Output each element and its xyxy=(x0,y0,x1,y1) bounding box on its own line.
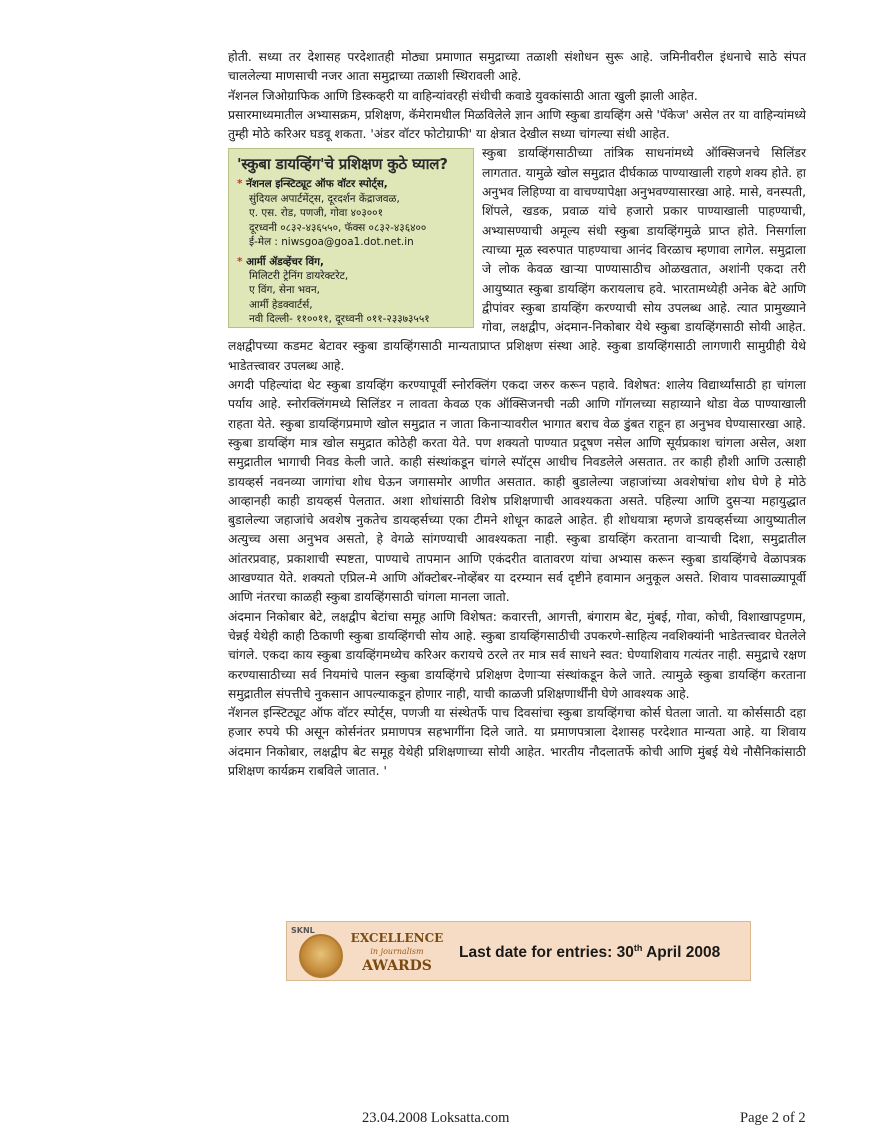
excellence-awards-logo xyxy=(347,932,447,973)
article-paragraph: अंदमान निकोबार बेटे, लक्षद्वीप बेटांचा समूह आणि विशेषत: कवारत्ती, आगत्ती, बंगाराम बेट, मुंबई, गोवा, कोची, विशाखापट्टणम, चेन्नई येथेही काही ठिकाणी स्कुबा डायव्हिंगची सोय आहे. स्कुबा डायव्हिंगसाठीची उपकरणे-साहित्य नवशिक्यांनी भाडेतत्त्वावर घेतलेले चांगले. एकदा काय स्कुबा डायव्हिंगमध्येच करिअर करायचे ठरले तर मात्र सर्व साधने स्वत: घेण्याशिवाय गत्यंतर नाही. समुद्राचे रक्षण करण्यासाठीच्या सर्व नियमांचे पालन स्कुबा डायव्हिंगचे प्रशिक्षण देणाऱ्या संस्थांकडून केले जाते. त्यामुळे स्कुबा डायव्हिंग करताना समुद्रातील संपत्तीचे नुकसान आपल्याकडून होणार नाही, याची काळजी प्रशिक्षणार्थींनी घेणे आवश्यक आहे. xyxy=(228,609,806,701)
org-address-line: सुंदियल अपार्टमेंट्स, दूरदर्शन केंद्राजवळ, xyxy=(249,192,400,205)
logo-line: in journalism xyxy=(370,947,424,956)
article-paragraph: होती. सध्या तर देशासह परदेशातही मोठ्या प्रमाणात समुद्राच्या तळाशी संशोधन सुरू आहे. जमिनीवरील इंधनाचे साठे संपत चाललेल्या माणसाची नजर आता समुद्राच्या तळाशी स्थिरावली आहे. xyxy=(228,50,806,84)
entries-sup: th xyxy=(633,943,643,953)
box-title: 'स्कुबा डायव्हिंग'चे प्रशिक्षण कुठे घ्याल? xyxy=(237,155,448,174)
org-address-line: मिलिटरी ट्रेनिंग डायरेक्टरेट, xyxy=(249,269,349,282)
logo-line: EXCELLENCE xyxy=(350,931,444,945)
article-paragraph: अगदी पहिल्यांदा थेट स्कुबा डायव्हिंग करण्यापूर्वी स्नोरक्लिंग एकदा जरुर करून पहावे. विशेषत: शालेय विद्यार्थ्यांसाठी हा चांगला पर्याय आहे. स्नोरक्लिंगमध्ये सिलिंडर न लावता केवळ एक ऑक्सिजनची नळी आणि गॉगलच्या सहाय्याने थोडा वेळ पाण्याखाली राहता येते. स्कुबा डायव्हिंगप्रमाणे खोल समुद्रात न जाता किनाऱ्यावरील भागात बराच वेळ डुंबत राहून हा अनुभव घेण्यासारखा आहे. स्कुबा डायव्हिंग मात्र खोल समुद्रात कोठेही करता येते. पण शक्यतो पाण्यात प्रदूषण नसेल आणि सूर्यप्रकाश चांगला असेल, अशा समुद्रातील भागाची निवड केली जाते. काही संस्थांकडून चांगले स्पॉट्स आधीच निवडलेले असतात. तर काही हौशी आणि उत्साही डायव्हर्स नवनव्या जागांचा शोध घेऊन जगासमोर आणीत असतात. काही बुडालेल्या जहाजांच्या अवशेषांचा शोध घेणे हे मोठे आव्हानही काही डायव्हर्स पेलतात. अशा शोधांसाठी विशेष प्रशिक्षणाची आवश्यकता असते. पहिल्या आणि दुसऱ्या महायुद्धात बुडालेल्या जहाजांचे अवशेष नुकतेच डायव्हर्सच्या एका टीमने शोधून काढले आहेत. ही शोधयात्रा म्हणजे डायव्हर्सच्या आयुष्यातील अत्युच्च असा अनुभव असतो, हे वेगळे सांगण्याची आवश्यकता नाही. स्कुबा डायव्हिंग करताना वाऱ्याची दिशा, समुद्रातील आंतरप्रवाह, प्रकाशाची स्पष्टता, पाण्याचे तापमान आणि एकंदरीत वातावरण यांचा अभ्यास करून स्कुबा डायव्हिंगचे वेळापत्रक आखण्यात येते. शक्यतो एप्रिल-मे आणि ऑक्टोबर-नोव्हेंबर या दरम्यान सर्व दृष्टीने हवामान अनुकूल असते. शिवाय पावसाळ्यापूर्वी आणि नंतरचा काळही स्कुबा डायव्हिंगसाठी चांगला मानला जातो. xyxy=(228,378,806,605)
entries-deadline xyxy=(459,943,720,962)
org-name: * नॅशनल इन्स्टिट्यूट ऑफ वॉटर स्पोर्ट्स, xyxy=(237,177,465,191)
footer-page-number: Page 2 of 2 xyxy=(740,1110,806,1126)
brand-logo: SKNL xyxy=(291,926,315,935)
org-address-line: दूरध्वनी ०८३२-४३६५५०, फॅक्स ०८३२-४३६४०० xyxy=(249,221,427,234)
training-info-box xyxy=(228,148,474,328)
article-paragraph: नॅशनल इन्स्टिट्यूट ऑफ वॉटर स्पोर्ट्स, पणजी या संस्थेतर्फे पाच दिवसांचा स्कुबा डायव्हिंगचा कोर्स घेतला जातो. या कोर्ससाठी दहा हजार रुपये फी असून कोर्सनंतर प्रमाणपत्र सहभागींना दिले जाते. या प्रमाणपत्राला देशासह परदेशात मान्यता आहे. या शिवाय अंदमान निकोबार, लक्षद्वीप बेट समूह येथेही प्रशिक्षणाच्या सोयी आहेत. भारतीय नौदलातर्फे कोची आणि मुंबई येथे नौसैनिकांसाठी प्रशिक्षण कार्यक्रम राबविले जातात. ' xyxy=(228,706,806,778)
award-seal-icon xyxy=(299,934,343,978)
org-address-line: ए विंग, सेना भवन, xyxy=(249,284,320,297)
article-paragraph: स्कुबा डायव्हिंगसाठीच्या तांत्रिक साधनांमध्ये ऑक्सिजनचे सिलिंडर लागतात. यामुळे खोल समुद्रात दीर्घकाळ पाण्याखाली राहणे शक्य होते. हा अनुभव लिहिण्या वा वाचण्यापेक्षा अनुभवण्यासारखा आहे. मासे, वनस्पती, शिंपले, खडक, प्रवाळ यांचे हजारो प्रकार पाण्याखाली पाहण्याची, अभ्यासण्याची अमूल्य संधी स्कुबा डायव्हिंगमुळे प्राप्त होते. निसर्गाला त्याच्या मूळ स्वरुपात पाहण्याचा आनंद विरळाच म्हणावा लागेल. समुद्राला जे लोक केवळ खाऱ्या पाण्यासाठीच ओळखतात, अशांनी एकदा तरी आयुष्यात स्कुबा डायव्हिंग करायलाच हवे. भारतामध्येही अनेक बेटे आणि द्वीपांवर स्कुबा डायव्हिंग करण्याची सोय उपलब्ध आहे. त्यात प्रामुख्याने गोवा, लक्षद्वीप, अंदमान-निकोबार येथे स्कुबा डायव्हिंगसाठी सोयी आहेत. लक्षद्वीपच्या कडमट बेटावर स्कुबा डायव्हिंगसाठी मान्यताप्राप्त प्रशिक्षण संस्था आहे. स्कुबा डायव्हिंगसाठी लागणारी सामुग्रीही येथे भाडेतत्त्वावर उपलब्ध आहे. xyxy=(228,146,806,373)
footer-source: 23.04.2008 Loksatta.com xyxy=(362,1110,510,1126)
org-email: ई-मेल : niwsgoa@goa1.dot.net.in xyxy=(249,236,414,249)
org-address-line: आर्मी हेडक्वार्टर्स, xyxy=(249,298,313,311)
entries-tail: April 2008 xyxy=(642,944,721,962)
logo-line: AWARDS xyxy=(362,958,432,974)
awards-banner-ad[interactable] xyxy=(286,921,751,981)
org-address-line: नवी दिल्ली- ११००११, दूरध्वनी ०११-२३३७३५५१ xyxy=(249,313,430,326)
article-paragraph: प्रसारमाध्यमातील अभ्यासक्रम, प्रशिक्षण, कॅमेरामधील मिळविलेले ज्ञान आणि स्कुबा डायव्हिंग असे 'पॅकेज' असेल तर या वाहिन्यांमध्ये तुम्ही मोठे करिअर घडवू शकता. 'अंडर वॉटर फोटोग्राफी' या क्षेत्रात देखील सध्या चांगल्या संधी आहेत. xyxy=(228,107,806,142)
entries-text: Last date for entries: 30 xyxy=(459,944,634,962)
org-address-line: ए. एस. रोड, पणजी, गोवा ४०३००१ xyxy=(249,207,383,220)
article-body xyxy=(228,48,806,781)
org-name: * आर्मी ॲडव्हेंचर विंग, xyxy=(237,255,465,269)
article-paragraph: नॅशनल जिओग्राफिक आणि डिस्कव्हरी या वाहिन्यांवरही संधीची कवाडे युवकांसाठी आता खुली झाली आहेत. xyxy=(228,88,698,103)
